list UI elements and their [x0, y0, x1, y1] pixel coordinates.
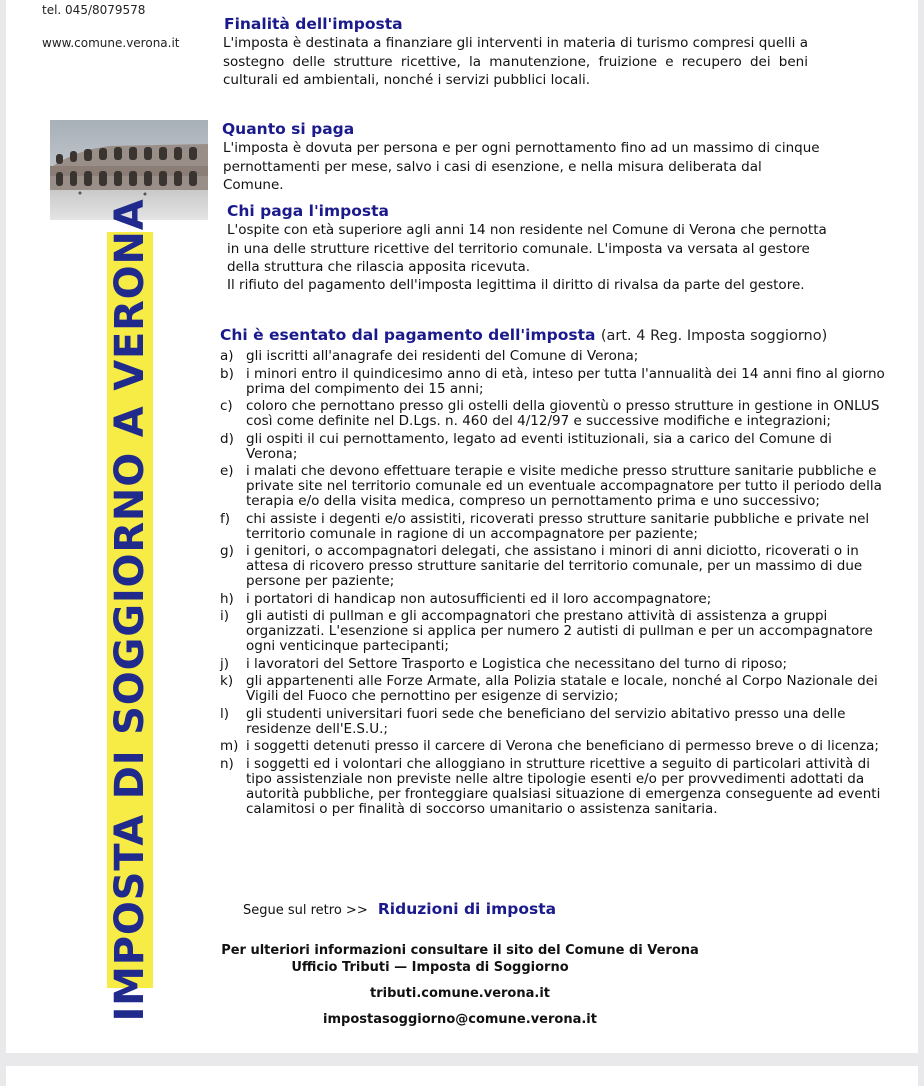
- list-item: l) gli studenti universitari fuori sede che beneficiano del servizio abitativo presso una delle residenze dell'E.S.U.;: [220, 705, 846, 737]
- website-url[interactable]: www.comune.verona.it: [42, 36, 180, 50]
- list-item: m) i soggetti detenuti presso il carcere di Verona che beneficiano di permesso breve o di licenza;: [220, 738, 879, 754]
- footer-site[interactable]: tributi.comune.verona.it: [370, 986, 550, 1001]
- chi-paga-body-2: Il rifiuto del pagamento dell'imposta legittima il diritto di rivalsa da parte del gestore.: [227, 277, 805, 293]
- footer-email[interactable]: impostasoggiorno@comune.verona.it: [323, 1012, 597, 1027]
- chi-paga-body: L'ospite con età superiore agli anni 14 non residente nel Comune di Verona che pernotta in una delle strutture ricettive del territorio comunale. L'imposta va versata al gestore della struttura che rilascia apposita ricevuta.: [227, 222, 827, 275]
- list-item: a) gli iscritti all'anagrafe dei residenti del Comune di Verona;: [220, 348, 639, 364]
- esenti-heading: [220, 326, 827, 344]
- list-item: n) i soggetti ed i volontari che alloggiano in strutture ricettive a seguito di particolari attività di tipo assistenziale non previste nelle altre tipologie esenti e/o per provvedimenti adottati da autorità pubbliche, per fronteggiare qualsiasi situazione di emergenza conseguente ad eventi calamitosi o per finalità di soccorso umanitario o assistenza sanitaria.: [220, 755, 881, 817]
- list-item: f) chi assiste i degenti e/o assistiti, ricoverati presso strutture sanitarie pubbliche e private nel territorio comunale in ragione di un accompagnatore per paziente;: [220, 510, 870, 542]
- continued-prefix: Segue sul retro >>: [243, 903, 368, 918]
- list-item: h) i portatori di handicap non autosufficienti ed il loro accompagnatore;: [220, 590, 712, 607]
- footer-info: Per ulteriori informazioni consultare il sito del Comune di Verona: [221, 943, 699, 958]
- list-item: e) i malati che devono effettuare terapie e visite mediche presso strutture sanitarie pubbliche e private site nel territorio comunale ed un eventuale accompagnatore per tutto il periodo della terapia e/o della visita medica, compreso un pernottamento prima e uno successivo;: [220, 463, 882, 509]
- list-item: k) gli appartenenti alle Forze Armate, alla Polizia statale e locale, nonché al Corpo Nazionale dei Vigili del Fuoco che pernottino per esigenze di servizio;: [220, 673, 878, 704]
- finalita-title: Finalità dell'imposta: [224, 15, 403, 33]
- phone-number: tel. 045/8079578: [42, 3, 146, 17]
- esenti-reference: (art. 4 Reg. Imposta soggiorno): [600, 328, 828, 344]
- exemptions-list: [220, 349, 886, 819]
- esenti-title: Chi è esentato dal pagamento dell'imposta: [220, 326, 596, 344]
- vertical-banner: [107, 198, 153, 1022]
- riduzioni-link[interactable]: Riduzioni di imposta: [377, 900, 557, 918]
- list-item: j) i lavoratori del Settore Trasporto e Logistica che necessitano del turno di riposo;: [220, 655, 788, 672]
- list-item: g) i genitori, o accompagnatori delegati, che assistano i minori di anni diciotto, ricoverati o in attesa di ricovero presso strutture sanitarie del territorio comunale, per un massimo di due persone per paziente;: [220, 543, 863, 589]
- banner-title: IMPOSTA DI SOGGIORNO A VERONA: [107, 198, 153, 1022]
- list-item: d) gli ospiti il cui pernottamento, legato ad eventi istituzionali, sia a carico del Comune di Verona;: [220, 430, 832, 462]
- footer-office: Ufficio Tributi — Imposta di Soggiorno: [291, 960, 569, 975]
- list-item: i) gli autisti di pullman e gli accompagnatori che prestano attività di assistenza a gruppi organizzati. L'esenzione si applica per numero 2 autisti di pullman e per un accompagnatore ogni venticinque partecipanti;: [220, 608, 873, 654]
- next-page-edge: [6, 1066, 918, 1086]
- list-item: c) coloro che pernottano presso gli ostelli della gioventù o presso strutture in gestione in ONLUS così come definite nel D.Lgs. n. 460 del 4/12/97 e successive modifiche e integrazioni;: [220, 398, 880, 429]
- continued-note: [243, 900, 556, 918]
- finalita-body: L'imposta è destinata a finanziare gli interventi in materia di turismo compresi quelli a sostegno delle strutture ricettive, la manutenzione, fruizione e recupero dei beni culturali ed ambientali, nonché i servizi pubblici locali.: [223, 35, 808, 88]
- list-item: b) i minori entro il quindicesimo anno di età, inteso per tutta l'annualità dei 14 anni fino al giorno prima del compimento dei 15 anni;: [220, 365, 885, 397]
- quanto-body: L'imposta è dovuta per persona e per ogni pernottamento fino ad un massimo di cinque pernottamenti per mese, salvo i casi di esenzione, e nella misura deliberata dal Comune.: [223, 140, 820, 193]
- chi-paga-title: Chi paga l'imposta: [227, 202, 389, 220]
- quanto-title: Quanto si paga: [222, 120, 355, 138]
